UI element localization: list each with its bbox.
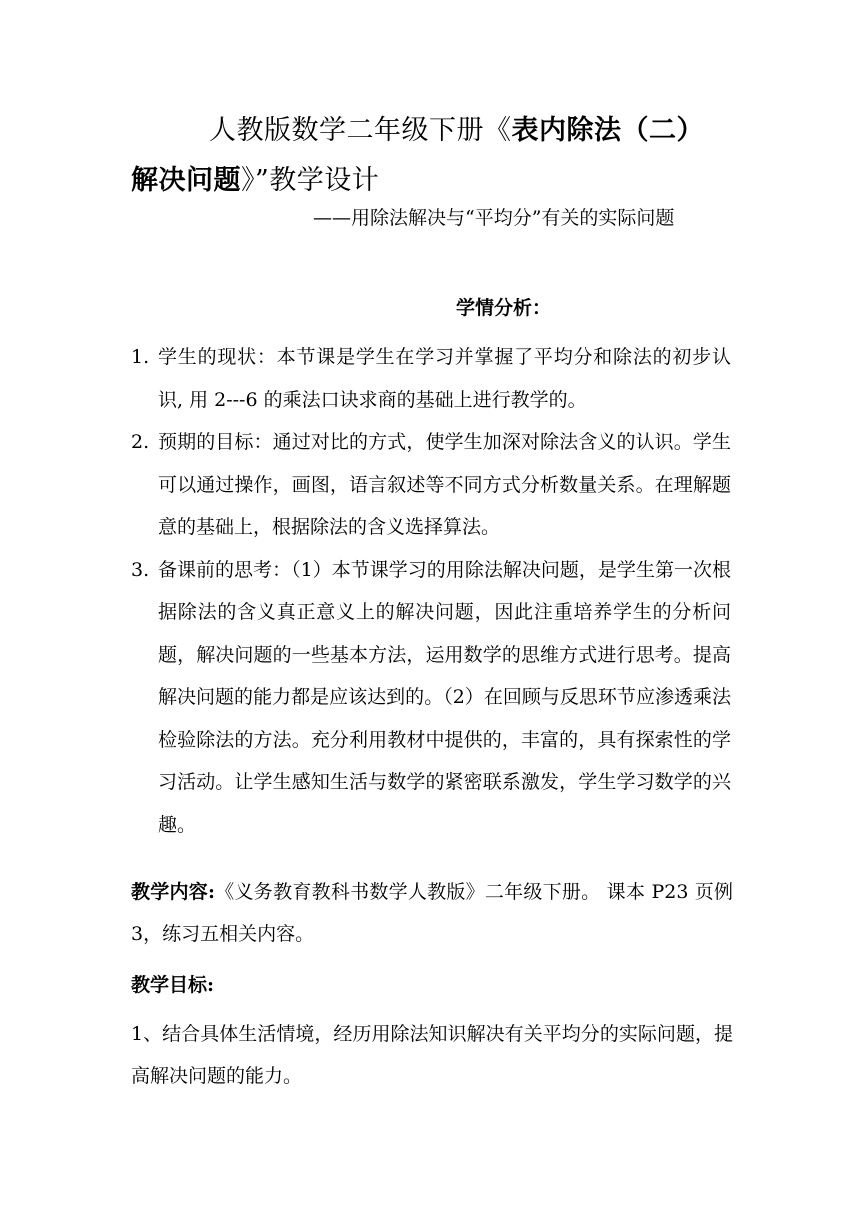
teaching-content-paragraph [131, 871, 733, 955]
teaching-content-text: 《义务教育教科书数学人教版》二年级下册。 课本 P23 页例 3，练习五相关内容。 [131, 881, 734, 945]
list-item-text: 备课前的思考：（1）本节课学习的用除法解决问题，是学生第一次根据除法的含义真正意义上的解决问题，因此注重培养学生的分析问题，解决问题的一些基本方法，运用数学的思维方式进行思考。提高解决问题的能力都是应该达到的。（2）在回顾与反思环节应渗透乘法检验除法的方法。充分利用教材中提供的，丰富的，具有探索性的学习活动。让学生感知生活与数学的紧密联系激发，学生学习数学的兴趣。 [158, 558, 731, 836]
teaching-content-label: 教学内容: [131, 881, 216, 903]
document-title [131, 106, 731, 206]
list-item [131, 549, 731, 847]
list-item-text: 学生的现状：本节课是学生在学习并掌握了平均分和除法的初步认识, 用 2---6 的乘法口诀求商的基础上进行教学的。 [158, 346, 731, 411]
analysis-heading: 学情分析： [456, 297, 552, 319]
teaching-goals-heading [131, 964, 733, 1006]
list-item [131, 336, 731, 421]
list-item-text: 预期的目标：通过对比的方式，使学生加深对除法含义的认识。学生可以通过操作，画图，语言叙述等不同方式分析数量关系。在理解题意的基础上，根据除法的含义选择算法。 [158, 431, 731, 538]
title-prefix: 人教版数学二年级下册《 [209, 115, 512, 146]
list-item [131, 421, 731, 549]
title-bold-part: 表内除法（二）解决问题 [131, 115, 704, 196]
analysis-list [131, 336, 731, 846]
list-item-number: 3. [131, 558, 150, 581]
list-item-number: 2. [131, 431, 150, 453]
teaching-goals-label: 教学目标: [131, 974, 215, 996]
title-suffix: 》”教学设计 [241, 165, 380, 196]
list-item-number: 1. [131, 346, 150, 368]
teaching-goal-item: 1、结合具体生活情境，经历用除法知识解决有关平均分的实际问题，提高解决问题的能力。 [131, 1023, 733, 1087]
document-subtitle: ——用除法解决与“平均分”有关的实际问题 [313, 207, 675, 229]
